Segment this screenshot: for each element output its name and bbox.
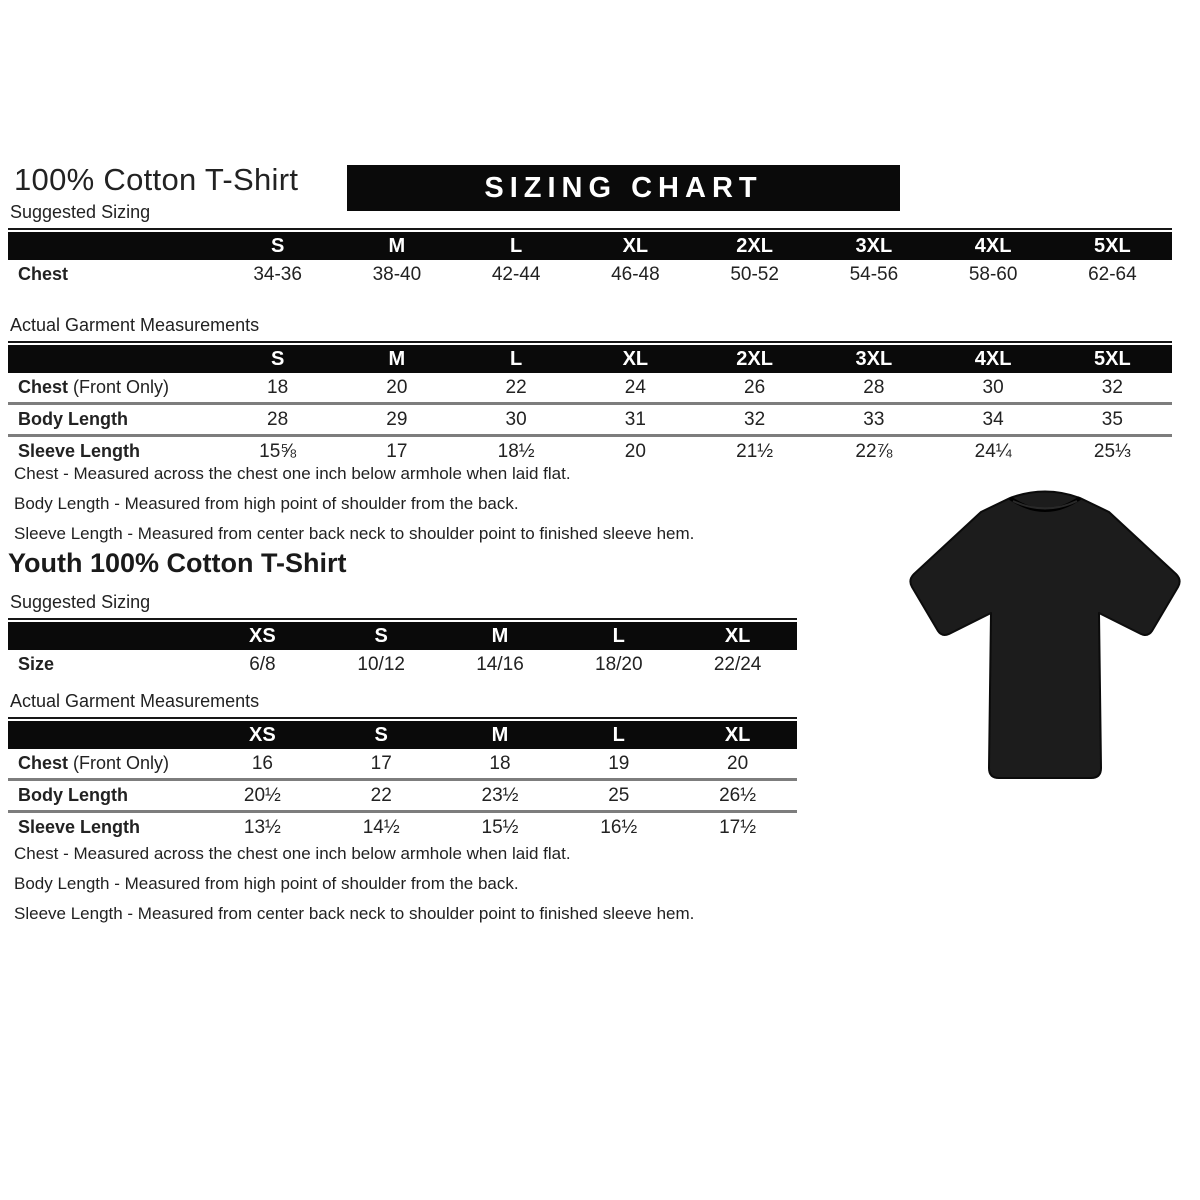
cell: 17 [337, 436, 456, 467]
actual-measurements-label: Actual Garment Measurements [8, 691, 797, 719]
actual-measurements-label: Actual Garment Measurements [8, 315, 1172, 343]
size-col: S [322, 622, 441, 650]
cell: 32 [695, 404, 814, 436]
cell: 6/8 [249, 653, 276, 675]
note-body-length: Body Length - Measured from high point of shoulder from the back. [14, 494, 519, 513]
cell: 22 [322, 780, 441, 812]
cell: 29 [337, 404, 456, 436]
cell: 30 [457, 404, 576, 436]
size-col: L [457, 232, 576, 260]
cell: 38-40 [372, 263, 422, 285]
size-col: 4XL [934, 232, 1053, 260]
sizing-chart-banner: SIZING CHART [347, 165, 900, 211]
header-spacer [8, 721, 203, 749]
size-col: L [559, 721, 678, 749]
size-col: S [218, 232, 337, 260]
cell: 10/12 [357, 653, 405, 675]
cell: 22/24 [713, 653, 762, 675]
size-col: 2XL [695, 345, 814, 373]
cell: 24 [624, 376, 646, 398]
youth-actual-section [8, 691, 797, 842]
header-spacer [8, 622, 203, 650]
cell: 22⅞ [814, 436, 933, 467]
cell: 32 [1101, 376, 1123, 398]
adult-suggested-table [8, 232, 1172, 289]
size-col: L [457, 345, 576, 373]
cell: 17 [370, 752, 392, 774]
youth-section-title: Youth 100% Cotton T-Shirt [8, 548, 347, 578]
youth-suggested-section [8, 592, 797, 679]
table-row-sleeve-length [8, 812, 797, 843]
size-col: L [559, 622, 678, 650]
row-label: Chest [18, 753, 69, 773]
row-label-note: (Front Only) [68, 753, 170, 773]
cell: 18 [489, 752, 511, 774]
cell: 58-60 [968, 263, 1018, 285]
cell: 30 [982, 376, 1004, 398]
size-col: M [337, 345, 456, 373]
cell: 19 [608, 752, 630, 774]
cell: 25 [559, 780, 678, 812]
cell: 15½ [441, 812, 560, 843]
table-row-body-length [8, 404, 1172, 436]
table-row-chest [8, 749, 797, 780]
suggested-sizing-label: Suggested Sizing [8, 202, 1172, 230]
cell: 35 [1053, 404, 1172, 436]
cell: 26 [744, 376, 766, 398]
size-header-row [8, 232, 1172, 260]
header-spacer [8, 232, 218, 260]
cell: 50-52 [730, 263, 779, 285]
adult-actual-table [8, 345, 1172, 466]
tshirt-image [895, 480, 1195, 802]
row-label-note: (Front Only) [68, 377, 170, 397]
row-label: Chest [18, 377, 69, 397]
adult-measurement-notes [14, 459, 694, 549]
cell: 20 [386, 376, 408, 398]
cell: 18½ [457, 436, 576, 467]
cell: 20½ [203, 780, 322, 812]
page-title: 100% Cotton T-Shirt [14, 162, 299, 197]
adult-actual-section [8, 315, 1172, 466]
cell: 18/20 [595, 653, 643, 675]
cell: 25⅓ [1053, 436, 1172, 467]
cell: 54-56 [849, 263, 899, 285]
cell: 23½ [441, 780, 560, 812]
size-col: 4XL [934, 345, 1053, 373]
table-row-size [8, 650, 797, 679]
size-col: 3XL [814, 232, 933, 260]
cell: 16 [251, 752, 273, 774]
cell: 34-36 [253, 263, 302, 285]
size-col: XS [203, 721, 322, 749]
size-col: XL [576, 232, 695, 260]
row-label: Body Length [18, 785, 128, 805]
row-label: Body Length [18, 409, 128, 429]
youth-actual-table [8, 721, 797, 842]
row-label: Sleeve Length [18, 817, 141, 837]
youth-measurement-notes [14, 839, 694, 929]
size-col: XL [678, 721, 797, 749]
cell: 15⅝ [218, 436, 337, 467]
note-body-length: Body Length - Measured from high point of shoulder from the back. [14, 874, 519, 893]
cell: 16½ [559, 812, 678, 843]
note-chest: Chest - Measured across the chest one inch below armhole when laid flat. [14, 464, 571, 483]
cell: 18 [267, 376, 289, 398]
cell: 24¼ [934, 436, 1053, 467]
size-col: XL [678, 622, 797, 650]
size-col: 3XL [814, 345, 933, 373]
size-col: XL [576, 345, 695, 373]
cell: 42-44 [491, 263, 541, 285]
black-tshirt-icon [895, 480, 1195, 802]
cell: 14/16 [476, 653, 524, 675]
cell: 28 [863, 376, 885, 398]
table-row-chest [8, 373, 1172, 404]
size-col: 5XL [1053, 345, 1172, 373]
cell: 28 [218, 404, 337, 436]
size-header-row [8, 345, 1172, 373]
cell: 62-64 [1088, 263, 1137, 285]
cell: 14½ [322, 812, 441, 843]
table-row-body-length [8, 780, 797, 812]
size-col: M [441, 721, 560, 749]
row-label: Chest [18, 264, 69, 284]
size-col: 5XL [1053, 232, 1172, 260]
cell: 21½ [695, 436, 814, 467]
size-col: XS [203, 622, 322, 650]
size-col: M [337, 232, 456, 260]
size-col: S [218, 345, 337, 373]
note-sleeve-length: Sleeve Length - Measured from center back neck to shoulder point to finished sleeve hem. [14, 904, 695, 923]
size-header-row [8, 721, 797, 749]
cell: 20 [727, 752, 749, 774]
cell: 34 [934, 404, 1053, 436]
cell: 13½ [203, 812, 322, 843]
cell: 33 [814, 404, 933, 436]
cell: 26½ [678, 780, 797, 812]
note-chest: Chest - Measured across the chest one inch below armhole when laid flat. [14, 844, 571, 863]
suggested-sizing-label: Suggested Sizing [8, 592, 797, 620]
size-col: M [441, 622, 560, 650]
youth-suggested-table [8, 622, 797, 679]
cell: 31 [576, 404, 695, 436]
header-spacer [8, 345, 218, 373]
size-col: 2XL [695, 232, 814, 260]
cell: 17½ [678, 812, 797, 843]
row-label: Size [18, 654, 55, 674]
table-row [8, 260, 1172, 289]
cell: 46-48 [611, 263, 660, 285]
cell: 20 [576, 436, 695, 467]
row-label: Sleeve Length [18, 441, 141, 461]
adult-suggested-section [8, 202, 1172, 289]
note-sleeve-length: Sleeve Length - Measured from center back neck to shoulder point to finished sleeve hem. [14, 524, 695, 543]
size-col: S [322, 721, 441, 749]
cell: 22 [505, 376, 527, 398]
size-header-row [8, 622, 797, 650]
